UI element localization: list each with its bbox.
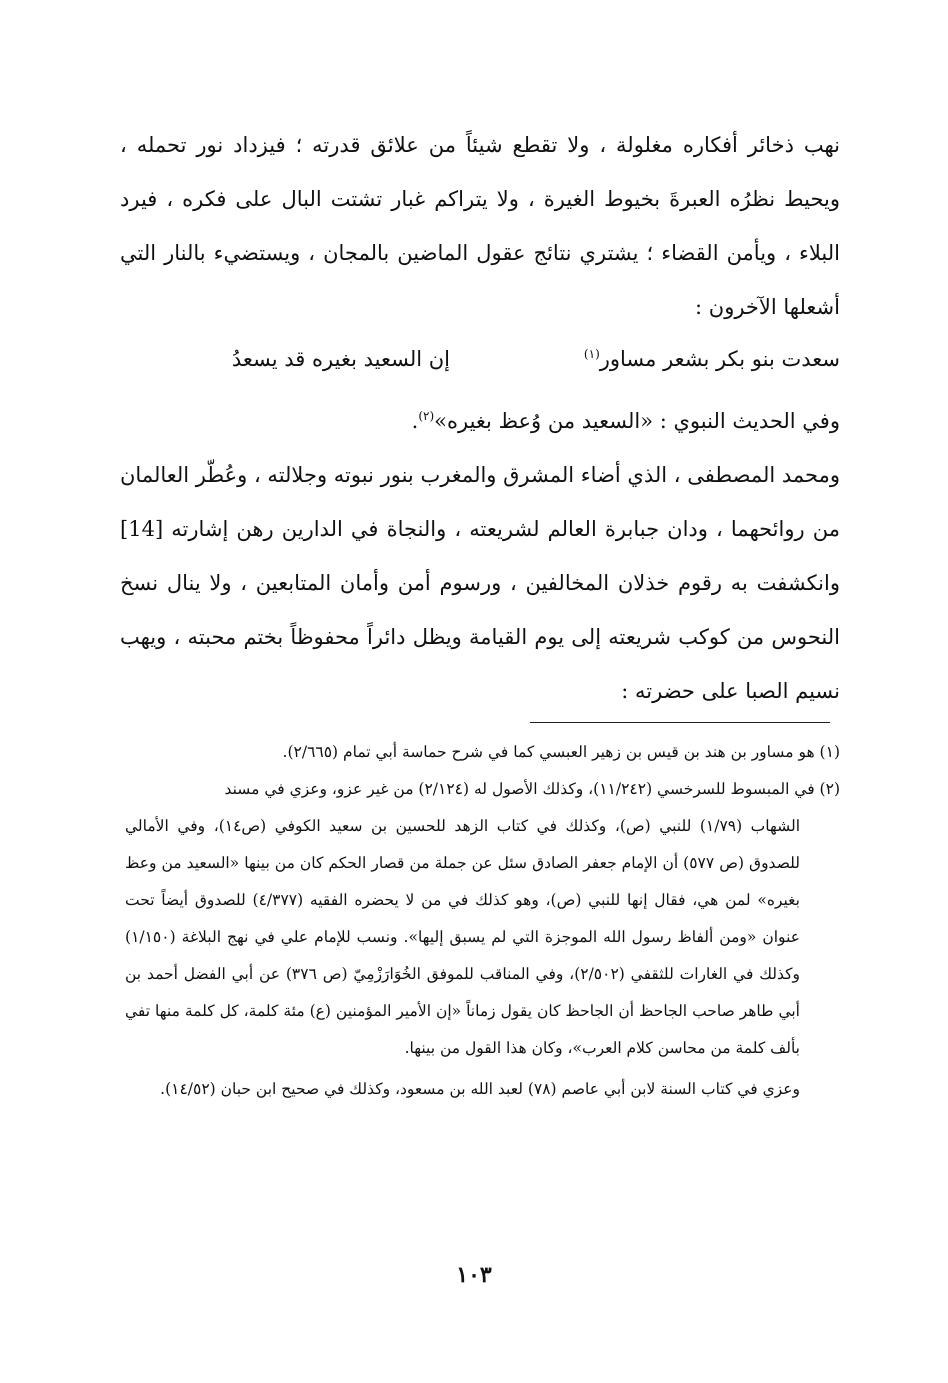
footnote-2-continued: الشهاب (١/٧٩) للنبي (ص)، وكذلك في كتاب الزهد للحسين بن سعيد الكوفي (ص١٤)، وفي الأمالي للصدوق (ص ٥٧٧) أن الإمام جعفر الصادق سئل عن جملة من قصار الحكم كان من بينها «السعيد من وعظ بغيره» لمن هي، فقال إنها للنبي (ص)، وهو كذلك في من لا يحضره الفقيه (٤/٣٧٧) للصدوق أيضاً تحت عنوان «ومن ألفاظ رسول الله الموجزة التي لم يسبق إليها». ونسب للإمام علي في نهج البلاغة (١/١٥٠) وكذلك في الغارات للثقفي (٢/٥٠٢)، وفي المناقب للموفق الخُوَارَزْمِيّ (ص ٣٧٦) عن أبي الفضل أحمد بن أبي طاهر صاحب الجاحظ أن الجاحظ كان يقول زماناً «إن الأمير المؤمنين (ع) مئة كلمة، كل كلمة منها تفي بألف كلمة من محاسن كلام العرب»، وكان هذا القول من بينها.	[125, 817, 801, 1057]
main-text-paragraph-3	[120, 448, 840, 718]
page-number: ١٠٣	[456, 1262, 492, 1288]
footnote-3: وعزي في كتاب السنة لابن أبي عاصم (٧٨) لعبد الله بن مسعود، وكذلك في صحيح ابن حبان (١٤/٥٢).	[160, 1080, 800, 1098]
verse-second-hemistich: إن السعيد بغيره قد يسعدُ	[231, 347, 450, 371]
footnote-ref-1[interactable]: (١)	[583, 347, 600, 361]
hadith-line: وفي الحديث النبوي : «السعيد من وُعظ بغيره»$^{(٢)}$.	[411, 409, 840, 433]
footnote-1: (١) هو مساور بن هند بن قيس بن زهير العبسي كما في شرح حماسة أبي تمام (٢/٦٦٥).	[282, 743, 840, 761]
para-3: ومحمد المصطفى ، الذي أضاء المشرق والمغرب بنور نبوته وجلالته ، وعُطّر العالمان من روائحهما ، ودان جبابرة العالم لشريعته ، والنجاة في الدارين رهن إشارته [14] وانكشفت به رقوم خذلان المخالفين ، ورسوم أمن وأمان المتابعين ، ولا ينال نسخ النحوس من كوكب شريعته إلى يوم القيامة ويظل دائراً محفوظاً بختم محبته ، ويهب نسيم الصبا على حضرته :	[120, 463, 840, 703]
footnotes-section	[125, 734, 840, 1108]
footnote-2: (٢) في المبسوط للسرخسي (١١/٢٤٢)، وكذلك الأصول له (٢/١٢٤) من غير عزو، وعزي في مسند	[224, 780, 840, 798]
verse-first-hemistich: سعدت بنو بكر بشعر مساور$^{(١)}$	[583, 347, 840, 371]
poetry-verse	[120, 332, 840, 386]
footnote-divider	[530, 722, 830, 723]
footnote-ref-2[interactable]: (٢)	[418, 409, 435, 423]
para-1: نهب ذخائر أفكاره مغلولة ، ولا تقطع شيئاً من علائق قدرته ؛ فيزداد نور تحمله ، ويحيط نظرُه العبرةَ بخيوط الغيرة ، ولا يتراكم غبار تشتت البال على فكره ، فيرد البلاء ، ويأمن القضاء ؛ يشتري نتائج عقول الماضين بالمجان ، ويستضيء بالنار التي أشعلها الآخرون :	[120, 133, 840, 319]
main-text-paragraph-1	[120, 118, 840, 334]
